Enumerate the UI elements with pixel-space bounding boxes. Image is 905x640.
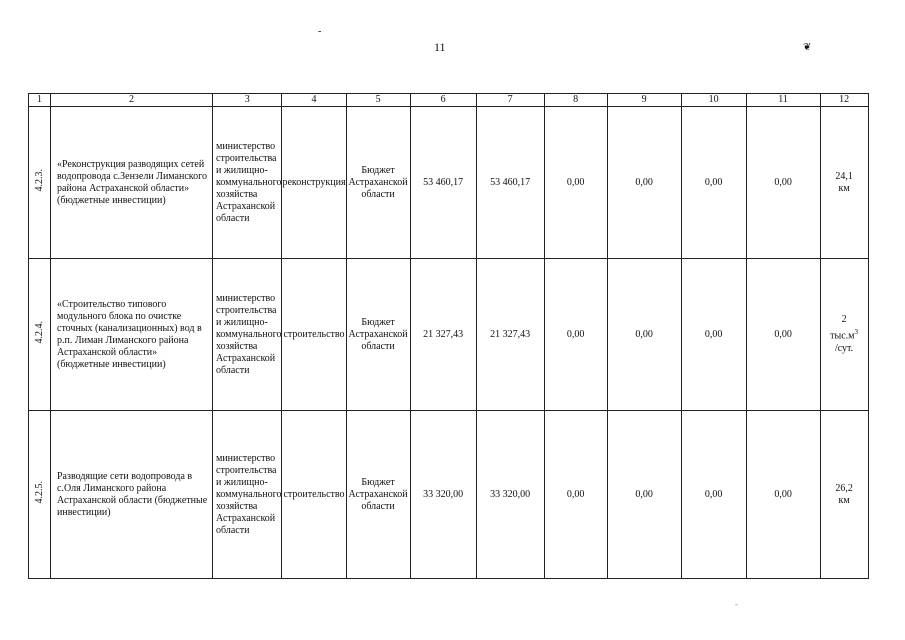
work-type: строительство	[282, 411, 346, 579]
capacity-unit-tail: /сут.	[834, 342, 854, 354]
table-row	[29, 411, 869, 579]
header-cell: 7	[476, 94, 544, 107]
amount-col7: 53 460,17	[476, 107, 544, 259]
object-name: «Строительство типового модульного блока по очистке сточных (канализационных) вод в р.п. Лиман Лиманского района Астраханской области» (бюджетные инвестиции)	[51, 259, 213, 411]
object-name: Разводящие сети водопровода в с.Оля Лиманского района Астраханской области (бюджетные инвестиции)	[51, 411, 213, 579]
scan-speck: -	[735, 600, 738, 609]
amount-col11: 0,00	[746, 411, 820, 579]
capacity-unit: км	[838, 494, 850, 506]
header-cell: 1	[29, 94, 51, 107]
capacity-value: 2	[841, 314, 847, 326]
capacity-unit-sup: 3	[854, 328, 858, 337]
funding-source: Бюджет Астраханской области	[346, 259, 410, 411]
capacity-value: 24,1	[835, 170, 853, 182]
work-type: строительство	[282, 259, 346, 411]
row-number: 4.2.4.	[33, 321, 45, 344]
amount-col7: 33 320,00	[476, 411, 544, 579]
row-number-cell	[29, 411, 51, 579]
scan-speck: -	[318, 26, 322, 37]
table-row	[29, 107, 869, 259]
amount-col11: 0,00	[746, 107, 820, 259]
amount-col11: 0,00	[746, 259, 820, 411]
header-cell: 9	[607, 94, 681, 107]
amount-col10: 0,00	[681, 259, 746, 411]
responsible-body: министерство строительства и жилищно-коммунального хозяйства Астраханской области	[213, 259, 282, 411]
program-table	[28, 93, 869, 579]
amount-col10: 0,00	[681, 411, 746, 579]
header-cell: 8	[544, 94, 607, 107]
header-row	[29, 94, 869, 107]
funding-source: Бюджет Астраханской области	[346, 107, 410, 259]
header-cell: 12	[820, 94, 868, 107]
amount-col9: 0,00	[607, 259, 681, 411]
capacity-cell	[820, 107, 868, 259]
capacity-unit: км	[838, 182, 850, 194]
row-number-cell	[29, 259, 51, 411]
amount-col6: 33 320,00	[410, 411, 476, 579]
row-number-cell	[29, 107, 51, 259]
object-name: «Реконструкция разводящих сетей водопровода с.Зензели Лиманского района Астраханской области» (бюджетные инвестиции)	[51, 107, 213, 259]
header-cell: 10	[681, 94, 746, 107]
page-number: 11	[434, 40, 446, 54]
capacity-unit: тыс.м	[830, 330, 855, 342]
header-cell: 3	[213, 94, 282, 107]
funding-source: Бюджет Астраханской области	[346, 411, 410, 579]
amount-col6: 53 460,17	[410, 107, 476, 259]
amount-col8: 0,00	[544, 107, 607, 259]
amount-col7: 21 327,43	[476, 259, 544, 411]
amount-col8: 0,00	[544, 259, 607, 411]
amount-col9: 0,00	[607, 411, 681, 579]
row-number: 4.2.5.	[33, 481, 45, 504]
amount-col10: 0,00	[681, 107, 746, 259]
amount-col8: 0,00	[544, 411, 607, 579]
header-cell: 2	[51, 94, 213, 107]
table-row	[29, 259, 869, 411]
header-cell: 6	[410, 94, 476, 107]
header-cell: 4	[282, 94, 346, 107]
amount-col6: 21 327,43	[410, 259, 476, 411]
row-number: 4.2.3.	[33, 169, 45, 192]
header-cell: 11	[746, 94, 820, 107]
capacity-value: 26,2	[835, 482, 853, 494]
header-cell: 5	[346, 94, 410, 107]
capacity-unit-line	[821, 326, 868, 342]
amount-col9: 0,00	[607, 107, 681, 259]
capacity-cell	[820, 411, 868, 579]
capacity-cell	[820, 259, 868, 411]
responsible-body: министерство строительства и жилищно-коммунального хозяйства Астраханской области	[213, 107, 282, 259]
work-type: реконструкция	[282, 107, 346, 259]
responsible-body: министерство строительства и жилищно-коммунального хозяйства Астраханской области	[213, 411, 282, 579]
scan-mark: ❦	[803, 42, 812, 53]
